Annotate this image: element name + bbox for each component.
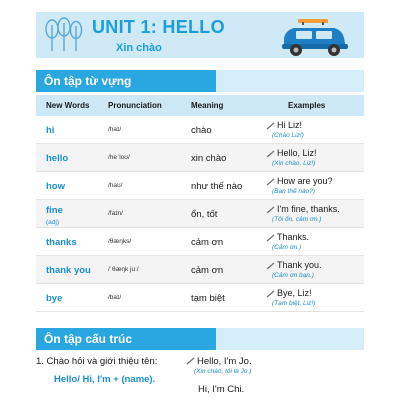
- pronunciation: /faɪn/: [108, 210, 123, 217]
- table-row: [36, 200, 364, 228]
- structure-example: [186, 356, 252, 367]
- structure-example-translation: (Xin chào, tôi là Jo.): [194, 368, 252, 375]
- structure-example-2: Hi, I'm Chi.: [198, 384, 245, 395]
- meaning: chào: [191, 125, 212, 136]
- header-new-words: New Words: [46, 101, 90, 110]
- example-text: Thank you.: [277, 260, 322, 270]
- meaning: tạm biệt: [191, 293, 225, 304]
- table-header: [36, 95, 364, 116]
- meaning: như thế nào: [191, 181, 243, 192]
- pencil-icon: [186, 357, 196, 365]
- example-translation: (Bạn thế nào?): [272, 188, 316, 195]
- example: [266, 260, 322, 270]
- vocab-table: [36, 95, 364, 312]
- header-meaning: Meaning: [191, 101, 224, 110]
- structure-section-title: [36, 328, 364, 350]
- table-row: [36, 172, 364, 200]
- car-icon: [276, 18, 354, 58]
- example: [266, 176, 333, 186]
- structure-example-text: Hello, I'm Jo.: [197, 356, 252, 367]
- unit-title: UNIT 1: HELLO: [92, 17, 225, 37]
- meaning: xin chào: [191, 153, 227, 164]
- vocab-section-label: Ôn tập từ vựng: [44, 74, 132, 88]
- pronunciation: /θæŋks/: [108, 238, 132, 245]
- example: [266, 288, 312, 298]
- example-translation: (Tôi ổn, cảm ơn.): [272, 216, 322, 223]
- example-text: I'm fine, thanks.: [277, 204, 340, 214]
- pencil-icon: [266, 262, 276, 270]
- pencil-icon: [266, 122, 276, 130]
- tree-icon: [43, 17, 83, 53]
- example-text: Bye, Liz!: [277, 288, 312, 298]
- example-translation: (Chào Liz!): [272, 132, 304, 139]
- table-row: [36, 256, 364, 284]
- unit-subtitle: Xin chào: [116, 42, 162, 54]
- example: [266, 232, 309, 242]
- word: thank you: [46, 265, 91, 276]
- structure-section-label: Ôn tập cấu trúc: [44, 332, 133, 346]
- example-translation: (Cảm ơn bạn.): [272, 272, 314, 279]
- word: thanks: [46, 237, 77, 248]
- pronunciation: /ˈθæŋk juː/: [108, 266, 139, 273]
- section-bar-tail: [216, 70, 364, 92]
- pencil-icon: [266, 150, 276, 158]
- example-text: Thanks.: [277, 232, 310, 242]
- pronunciation: /baɪ/: [108, 294, 122, 301]
- pencil-icon: [266, 290, 276, 298]
- example: [266, 148, 317, 158]
- pencil-icon: [266, 234, 276, 242]
- example-translation: (Cảm ơn.): [272, 244, 302, 251]
- section-bar-tail: [216, 328, 364, 350]
- pronunciation: /haʊ/: [108, 182, 123, 189]
- word: hello: [46, 153, 69, 164]
- meaning: cảm ơn: [191, 237, 224, 248]
- example-text: How are you?: [277, 176, 333, 186]
- example-translation: (Tạm biệt, Liz!): [272, 300, 316, 307]
- part-of-speech: (adj): [46, 219, 60, 226]
- pronunciation: /heˈloʊ/: [108, 154, 130, 161]
- table-row: [36, 144, 364, 172]
- vocab-section-title: [36, 70, 364, 92]
- header-examples: Examples: [288, 101, 326, 110]
- word: bye: [46, 293, 63, 304]
- word: hi: [46, 125, 55, 136]
- meaning: ổn, tốt: [191, 209, 218, 220]
- example-text: Hi Liz!: [277, 120, 303, 130]
- pronunciation: /haɪ/: [108, 126, 122, 133]
- example-text: Hello, Liz!: [277, 148, 317, 158]
- structure-item: 1. Chào hỏi và giới thiệu tên:: [36, 356, 158, 367]
- pencil-icon: [266, 206, 276, 214]
- table-row: [36, 228, 364, 256]
- example: [266, 204, 340, 214]
- table-row: [36, 116, 364, 144]
- structure-formula: Hello/ Hi, I'm + (name).: [54, 374, 156, 385]
- meaning: cảm ơn: [191, 265, 224, 276]
- example-translation: (Xin chào, Liz!): [272, 160, 316, 167]
- table-row: [36, 284, 364, 312]
- pencil-icon: [266, 178, 276, 186]
- word: fine: [46, 205, 63, 216]
- structure-content: [36, 356, 364, 400]
- example: [266, 120, 302, 130]
- word: how: [46, 181, 65, 192]
- header-pronunciation: Pronunciation: [108, 101, 162, 110]
- unit-header: [36, 12, 364, 58]
